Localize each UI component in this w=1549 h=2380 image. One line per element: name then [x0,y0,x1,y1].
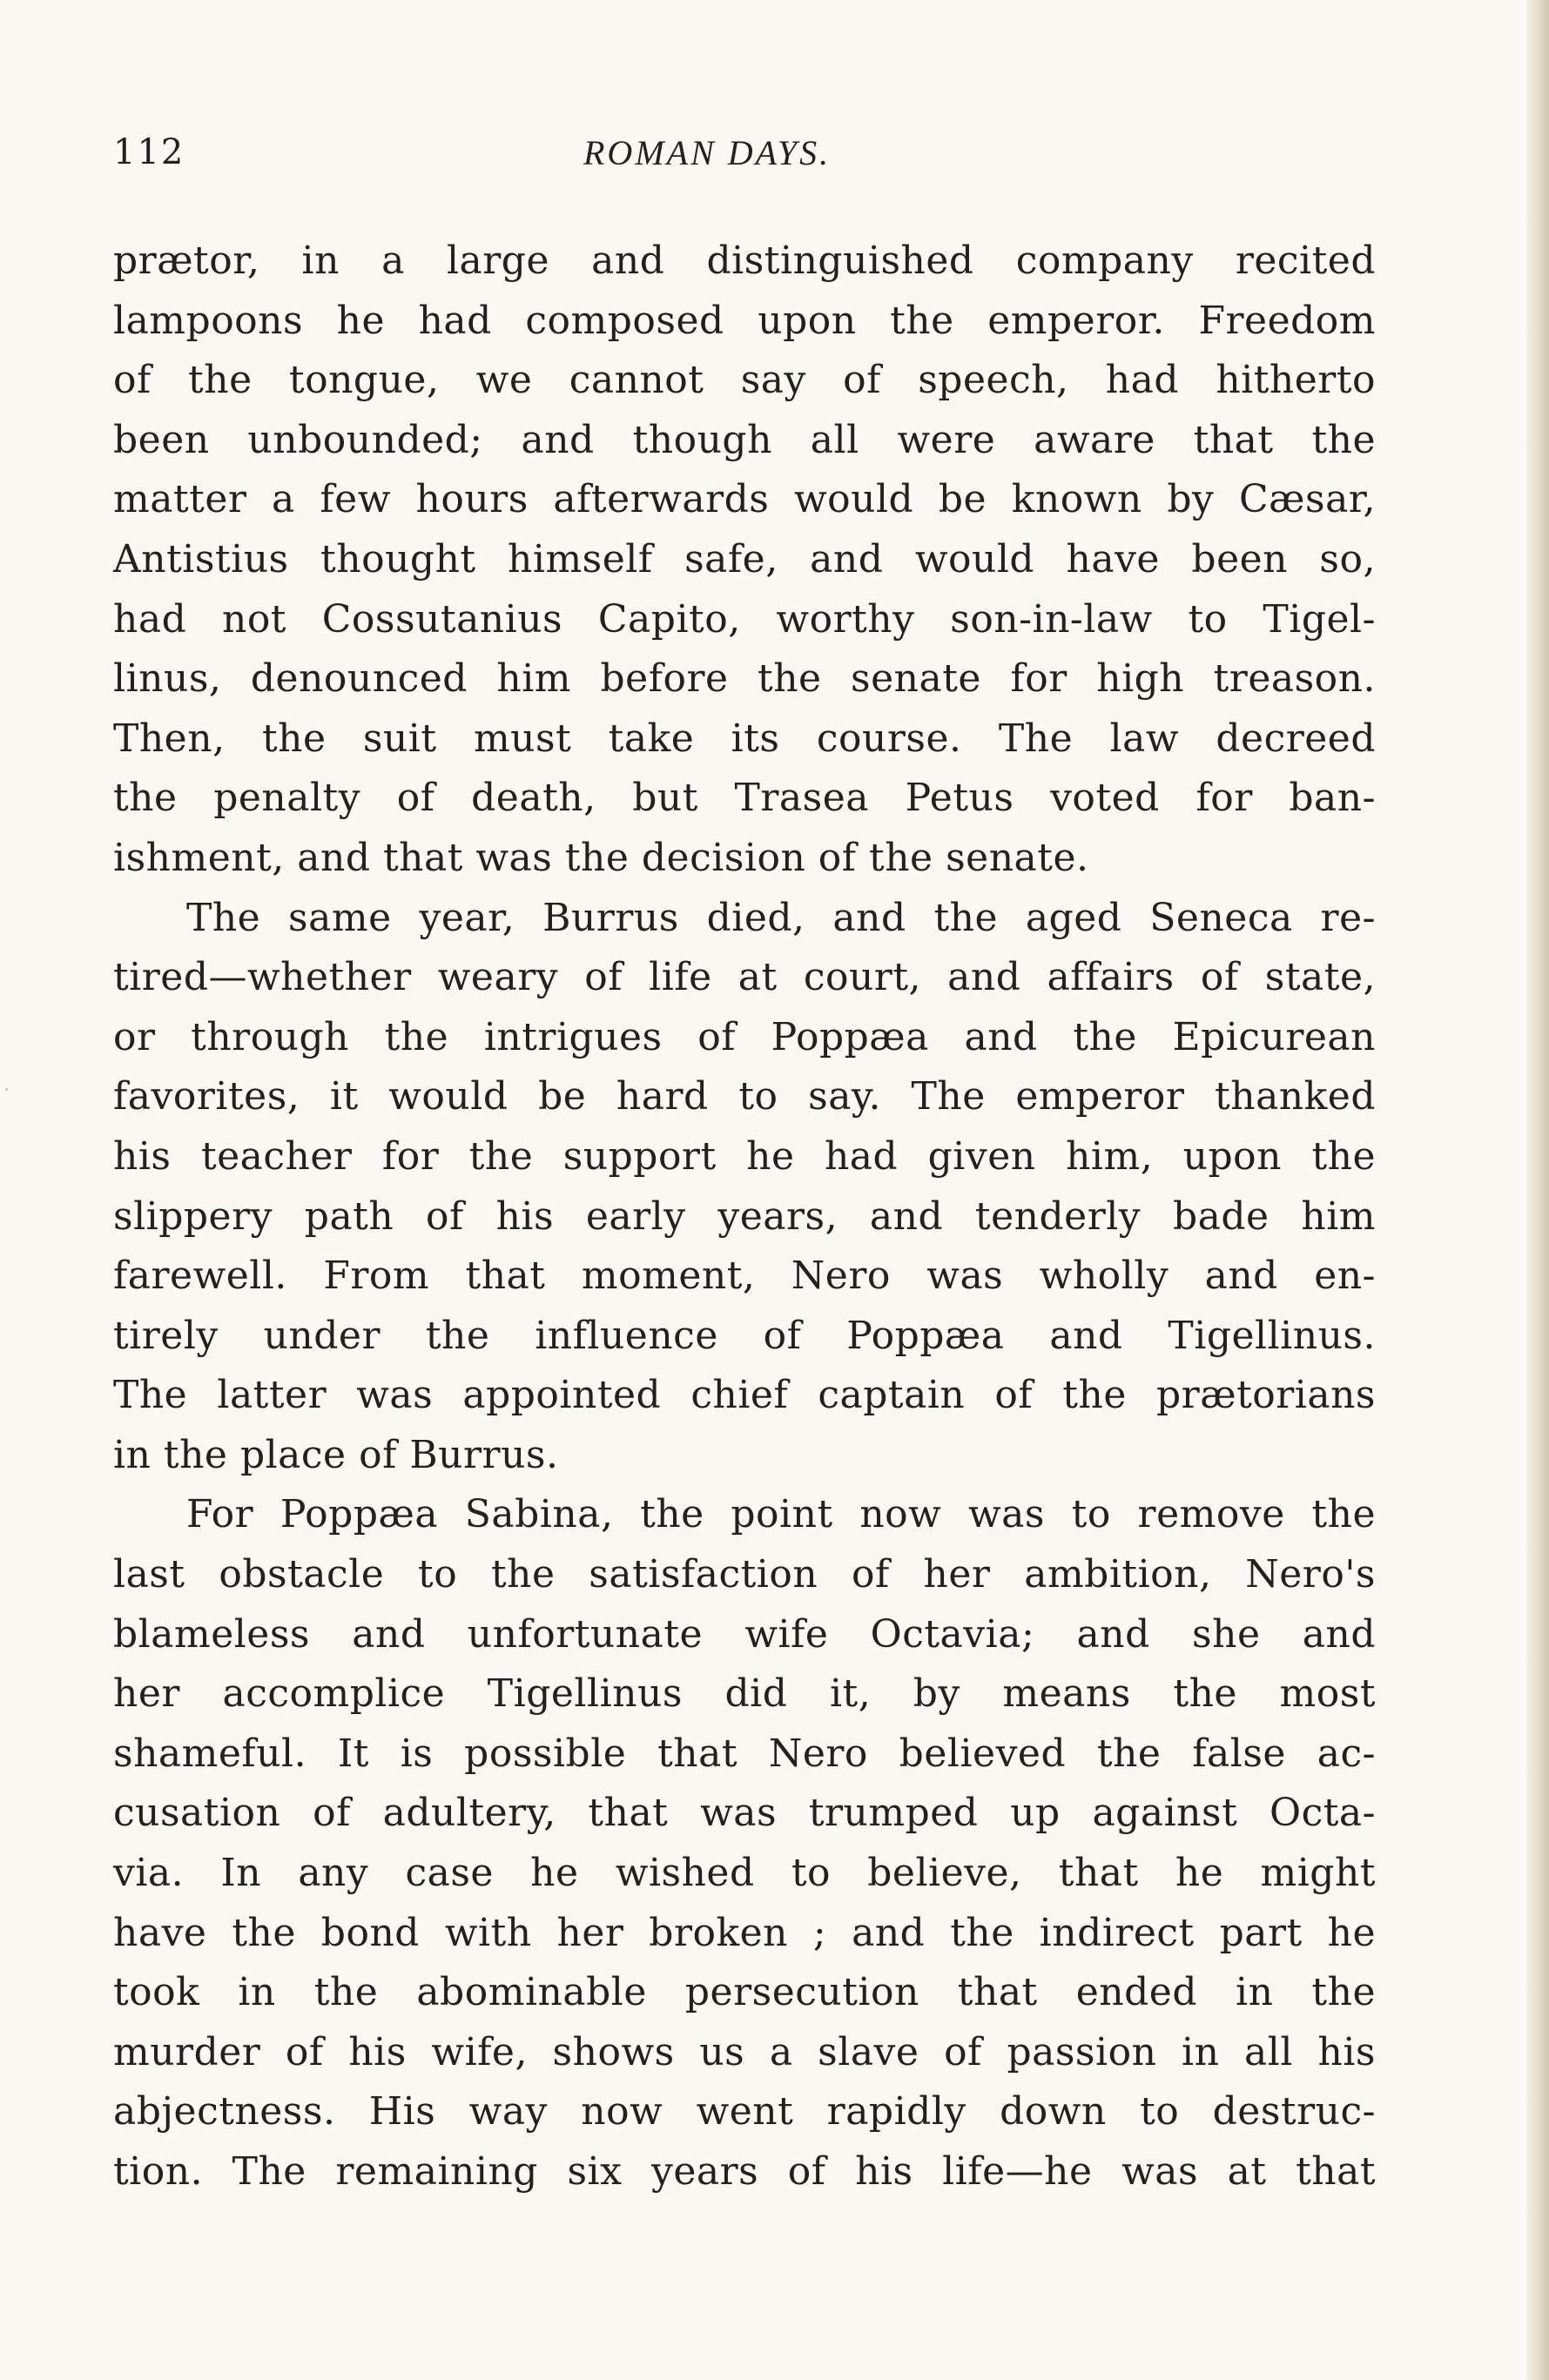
text-line: his teacher for the support he had given him, upon the [113,1133,1376,1179]
text-line: abjectness. His way now went rapidly down to destruc- [113,2089,1376,2135]
text-line: last obstacle to the satisfaction of her ambition, Nero's [113,1552,1376,1597]
text-line: in the place of Burrus. [113,1432,559,1477]
text-line: slippery path of his early years, and tenderly bade him [113,1193,1376,1239]
page-number: 112 [113,132,185,172]
text-line: favorites, it would be hard to say. The emperor thanked [113,1074,1376,1119]
text-line: linus, denounced him before the senate for high treason. [113,656,1376,702]
text-line: shameful. It is possible that Nero believed the false ac- [113,1731,1376,1776]
text-line: cusation of adultery, that was trumped up against Octa- [113,1791,1376,1836]
page-edge-shadow [1526,0,1549,2380]
text-line: had not Cossutanius Capito, worthy son-in-law to Tigel- [113,596,1376,642]
text-line: of the tongue, we cannot say of speech, had hitherto [113,358,1376,403]
running-title: ROMAN DAYS. [583,133,832,172]
text-line: took in the abominable persecution that ended in the [113,1970,1376,2015]
running-head [113,132,1376,185]
text-line: have the bond with her broken ; and the indirect part he [113,1910,1376,1955]
text-line: Then, the suit must take its course. The law decreed [113,716,1376,761]
text-line: her accomplice Tigellinus did it, by means the most [113,1671,1376,1717]
paper-speck [5,1088,8,1091]
text-line: tirely under the influence of Poppæa and Tigellinus. [113,1313,1376,1358]
text-line: prætor, in a large and distinguished company recited [113,239,1376,283]
text-line: murder of his wife, shows us a slave of passion in all his [113,2029,1376,2074]
text-line: The latter was appointed chief captain of the prætorians [113,1373,1376,1418]
text-line: been unbounded; and though all were aware that the [113,417,1376,462]
text-line: or through the intrigues of Poppæa and the Epicurean [113,1014,1376,1059]
text-line: matter a few hours afterwards would be known by Cæsar, [113,477,1376,522]
paragraph-start-line: For Poppæa Sabina, the point now was to remove the [186,1492,1376,1537]
text-line: tion. The remaining six years of his life—he was at that [113,2149,1376,2194]
paragraph-start-line: The same year, Burrus died, and the aged Seneca re- [186,895,1376,940]
text-line: ishment, and that was the decision of the senate. [113,835,1089,880]
text-line: the penalty of death, but Trasea Petus voted for ban- [113,776,1376,821]
text-line: blameless and unfortunate wife Octavia; and she and [113,1611,1376,1657]
text-line: via. In any case he wished to believe, that he might [113,1851,1376,1896]
text-line: Antistius thought himself safe, and would have been so, [113,536,1376,582]
text-line: lampoons he had composed upon the emperor. Freedom [113,298,1376,343]
body-text [113,232,1376,2202]
text-line: farewell. From that moment, Nero was wholly and en- [113,1254,1376,1299]
text-line: tired—whether weary of life at court, and affairs of state, [113,955,1376,1000]
